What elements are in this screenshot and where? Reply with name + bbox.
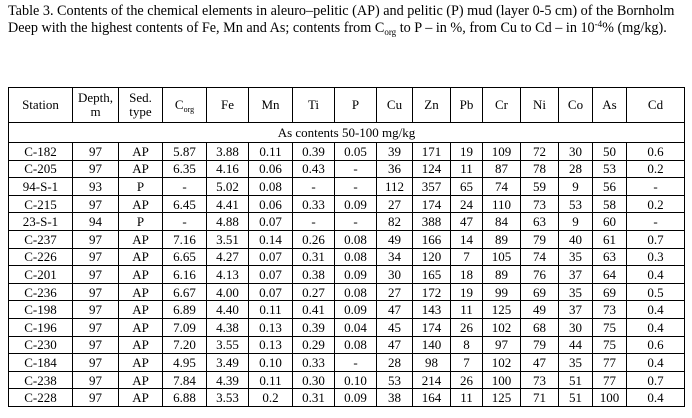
cell-cr: 125 (483, 301, 521, 319)
cell-ni: 73 (521, 371, 559, 389)
cell-as: 75 (593, 318, 627, 336)
table-row (9, 389, 685, 407)
cell-co: 53 (559, 195, 593, 213)
cell-as: 61 (593, 230, 627, 248)
cell-p: 0.09 (335, 195, 377, 213)
cell-as: 50 (593, 143, 627, 161)
header-p: P (335, 88, 377, 123)
cell-p: - (335, 178, 377, 196)
header-cu: Cu (377, 88, 413, 123)
cell-station: C-184 (9, 354, 73, 372)
cell-fe: 4.39 (207, 371, 249, 389)
cell-fe: 4.40 (207, 301, 249, 319)
cell-fe: 4.27 (207, 248, 249, 266)
cell-cr: 89 (483, 230, 521, 248)
header-co: Co (559, 88, 593, 123)
cell-as: 56 (593, 178, 627, 196)
header-as: As (593, 88, 627, 123)
cell-cu: 34 (377, 248, 413, 266)
cell-as: 60 (593, 213, 627, 231)
cell-co: 35 (559, 354, 593, 372)
cell-ti: 0.39 (293, 318, 335, 336)
cell-ti: 0.41 (293, 301, 335, 319)
cell-station: C-205 (9, 160, 73, 178)
cell-cu: 27 (377, 283, 413, 301)
cell-cu: 53 (377, 371, 413, 389)
header-ti: Ti (293, 88, 335, 123)
cell-p: 0.09 (335, 389, 377, 407)
cell-cd: 0.4 (627, 354, 685, 372)
table-row (9, 160, 685, 178)
cell-pb: 7 (451, 354, 483, 372)
cell-station: C-237 (9, 230, 73, 248)
cell-corg: - (163, 213, 207, 231)
cell-cr: 102 (483, 318, 521, 336)
caption-subscript-org: org (384, 27, 397, 37)
cell-zn: 164 (413, 389, 451, 407)
cell-p: 0.08 (335, 248, 377, 266)
cell-corg: 5.87 (163, 143, 207, 161)
cell-zn: 140 (413, 336, 451, 354)
cell-ti: 0.31 (293, 248, 335, 266)
table-row (9, 213, 685, 231)
cell-station: 23-S-1 (9, 213, 73, 231)
cell-p: 0.10 (335, 371, 377, 389)
cell-mn: 0.11 (249, 371, 293, 389)
header-cr: Cr (483, 88, 521, 123)
cell-cr: 84 (483, 213, 521, 231)
cell-ni: 49 (521, 301, 559, 319)
cell-cu: 47 (377, 336, 413, 354)
cell-pb: 18 (451, 266, 483, 284)
cell-depth: 97 (73, 230, 119, 248)
section-row (9, 123, 685, 143)
cell-fe: 4.41 (207, 195, 249, 213)
cell-station: C-236 (9, 283, 73, 301)
cell-mn: 0.13 (249, 336, 293, 354)
cell-cd: 0.6 (627, 143, 685, 161)
cell-mn: 0.07 (249, 248, 293, 266)
cell-ni: 59 (521, 178, 559, 196)
cell-mn: 0.07 (249, 266, 293, 284)
cell-co: 9 (559, 213, 593, 231)
cell-mn: 0.06 (249, 195, 293, 213)
cell-fe: 4.00 (207, 283, 249, 301)
cell-depth: 97 (73, 371, 119, 389)
cell-depth: 97 (73, 143, 119, 161)
cell-as: 73 (593, 301, 627, 319)
cell-mn: 0.08 (249, 178, 293, 196)
cell-ti: 0.31 (293, 389, 335, 407)
cell-corg: 6.45 (163, 195, 207, 213)
cell-pb: 24 (451, 195, 483, 213)
cell-pb: 14 (451, 230, 483, 248)
cell-p: - (335, 213, 377, 231)
cell-depth: 97 (73, 266, 119, 284)
cell-mn: 0.11 (249, 143, 293, 161)
header-sed-label: Sed. (129, 90, 152, 105)
cell-cr: 99 (483, 283, 521, 301)
cell-ti: 0.33 (293, 195, 335, 213)
cell-ni: 69 (521, 283, 559, 301)
cell-cd: - (627, 178, 685, 196)
cell-station: C-198 (9, 301, 73, 319)
cell-zn: 120 (413, 248, 451, 266)
cell-ni: 71 (521, 389, 559, 407)
cell-depth: 97 (73, 248, 119, 266)
cell-ni: 79 (521, 336, 559, 354)
header-zn: Zn (413, 88, 451, 123)
table-row (9, 266, 685, 284)
cell-sed-type: AP (119, 160, 163, 178)
cell-co: 30 (559, 318, 593, 336)
table-row (9, 336, 685, 354)
cell-corg: 4.95 (163, 354, 207, 372)
cell-p: 0.08 (335, 336, 377, 354)
cell-station: C-201 (9, 266, 73, 284)
cell-zn: 143 (413, 301, 451, 319)
cell-co: 35 (559, 283, 593, 301)
cell-ni: 47 (521, 354, 559, 372)
cell-sed-type: AP (119, 283, 163, 301)
table-header-row (9, 88, 685, 123)
cell-fe: 3.49 (207, 354, 249, 372)
cell-zn: 174 (413, 195, 451, 213)
cell-ti: 0.27 (293, 283, 335, 301)
cell-ni: 73 (521, 195, 559, 213)
cell-cd: 0.5 (627, 283, 685, 301)
table-row (9, 195, 685, 213)
cell-cu: 45 (377, 318, 413, 336)
cell-cd: 0.4 (627, 266, 685, 284)
cell-cd: 0.3 (627, 248, 685, 266)
cell-zn: 171 (413, 143, 451, 161)
cell-cu: 38 (377, 389, 413, 407)
header-corg-base: C (174, 97, 184, 112)
cell-p: 0.09 (335, 266, 377, 284)
header-fe: Fe (207, 88, 249, 123)
cell-zn: 172 (413, 283, 451, 301)
table-row (9, 371, 685, 389)
cell-ti: - (293, 178, 335, 196)
cell-zn: 357 (413, 178, 451, 196)
cell-cu: 30 (377, 266, 413, 284)
cell-cr: 74 (483, 178, 521, 196)
cell-corg: 6.88 (163, 389, 207, 407)
cell-cd: 0.4 (627, 318, 685, 336)
cell-cd: 0.4 (627, 301, 685, 319)
cell-co: 37 (559, 301, 593, 319)
cell-depth: 97 (73, 195, 119, 213)
cell-cd: 0.7 (627, 230, 685, 248)
cell-fe: 3.55 (207, 336, 249, 354)
cell-as: 63 (593, 248, 627, 266)
cell-ti: 0.29 (293, 336, 335, 354)
cell-ti: 0.26 (293, 230, 335, 248)
table-row (9, 318, 685, 336)
header-corg-sub: org (183, 105, 195, 114)
cell-station: C-182 (9, 143, 73, 161)
cell-cu: 112 (377, 178, 413, 196)
cell-fe: 3.53 (207, 389, 249, 407)
cell-corg: 7.20 (163, 336, 207, 354)
cell-pb: 7 (451, 248, 483, 266)
cell-mn: 0.2 (249, 389, 293, 407)
cell-cr: 102 (483, 354, 521, 372)
cell-depth: 97 (73, 301, 119, 319)
cell-p: - (335, 160, 377, 178)
cell-zn: 214 (413, 371, 451, 389)
cell-sed-type: AP (119, 143, 163, 161)
table-row (9, 301, 685, 319)
cell-cr: 89 (483, 266, 521, 284)
cell-station: C-226 (9, 248, 73, 266)
cell-station: C-196 (9, 318, 73, 336)
cell-sed-type: AP (119, 266, 163, 284)
cell-zn: 174 (413, 318, 451, 336)
caption-superscript: -4 (594, 19, 603, 29)
cell-zn: 98 (413, 354, 451, 372)
cell-fe: 4.38 (207, 318, 249, 336)
table-row (9, 248, 685, 266)
cell-fe: 4.88 (207, 213, 249, 231)
cell-sed-type: AP (119, 371, 163, 389)
header-depth (73, 88, 119, 123)
cell-zn: 166 (413, 230, 451, 248)
cell-p: 0.04 (335, 318, 377, 336)
cell-ti: 0.43 (293, 160, 335, 178)
cell-sed-type: AP (119, 318, 163, 336)
cell-cu: 47 (377, 301, 413, 319)
table-row (9, 283, 685, 301)
cell-co: 51 (559, 389, 593, 407)
cell-mn: 0.07 (249, 213, 293, 231)
cell-as: 77 (593, 371, 627, 389)
cell-co: 40 (559, 230, 593, 248)
cell-cr: 110 (483, 195, 521, 213)
cell-corg: 7.09 (163, 318, 207, 336)
cell-depth: 94 (73, 213, 119, 231)
header-depth-label: Depth, (77, 90, 114, 105)
cell-p: 0.05 (335, 143, 377, 161)
cell-mn: 0.07 (249, 283, 293, 301)
cell-cd: - (627, 213, 685, 231)
cell-ni: 74 (521, 248, 559, 266)
cell-ni: 68 (521, 318, 559, 336)
cell-ni: 76 (521, 266, 559, 284)
cell-station: C-230 (9, 336, 73, 354)
cell-cu: 49 (377, 230, 413, 248)
cell-cu: 27 (377, 195, 413, 213)
cell-co: 44 (559, 336, 593, 354)
cell-ni: 72 (521, 143, 559, 161)
cell-mn: 0.11 (249, 301, 293, 319)
cell-co: 9 (559, 178, 593, 196)
cell-ti: 0.30 (293, 371, 335, 389)
cell-corg: 6.89 (163, 301, 207, 319)
cell-mn: 0.13 (249, 318, 293, 336)
header-sed-type-label: type (129, 104, 152, 119)
cell-as: 58 (593, 195, 627, 213)
cell-pb: 47 (451, 213, 483, 231)
cell-sed-type: AP (119, 195, 163, 213)
cell-corg: 6.67 (163, 283, 207, 301)
cell-corg: - (163, 178, 207, 196)
cell-as: 64 (593, 266, 627, 284)
header-corg (163, 88, 207, 123)
cell-fe: 4.13 (207, 266, 249, 284)
cell-ni: 79 (521, 230, 559, 248)
header-station: Station (9, 88, 73, 123)
cell-corg: 6.35 (163, 160, 207, 178)
table-caption (8, 3, 684, 37)
cell-cd: 0.4 (627, 389, 685, 407)
cell-co: 28 (559, 160, 593, 178)
cell-cd: 0.2 (627, 160, 685, 178)
cell-depth: 97 (73, 160, 119, 178)
header-sed-type (119, 88, 163, 123)
table-row (9, 354, 685, 372)
cell-zn: 165 (413, 266, 451, 284)
cell-zn: 124 (413, 160, 451, 178)
cell-cd: 0.2 (627, 195, 685, 213)
cell-pb: 65 (451, 178, 483, 196)
cell-cr: 105 (483, 248, 521, 266)
cell-co: 51 (559, 371, 593, 389)
cell-fe: 3.51 (207, 230, 249, 248)
cell-station: C-238 (9, 371, 73, 389)
cell-fe: 3.88 (207, 143, 249, 161)
chemical-elements-table (8, 87, 685, 407)
caption-text-2: to P – in %, from Cu to Cd – in 10 (396, 20, 595, 36)
cell-depth: 97 (73, 283, 119, 301)
header-mn: Mn (249, 88, 293, 123)
cell-sed-type: AP (119, 389, 163, 407)
cell-p: 0.08 (335, 230, 377, 248)
cell-corg: 6.65 (163, 248, 207, 266)
cell-ni: 78 (521, 160, 559, 178)
cell-station: 94-S-1 (9, 178, 73, 196)
cell-p: - (335, 354, 377, 372)
cell-corg: 7.16 (163, 230, 207, 248)
cell-cd: 0.6 (627, 336, 685, 354)
cell-depth: 97 (73, 336, 119, 354)
cell-ti: - (293, 213, 335, 231)
cell-pb: 19 (451, 143, 483, 161)
cell-ti: 0.33 (293, 354, 335, 372)
cell-ni: 63 (521, 213, 559, 231)
cell-pb: 8 (451, 336, 483, 354)
cell-cu: 28 (377, 354, 413, 372)
cell-cu: 82 (377, 213, 413, 231)
cell-cd: 0.7 (627, 371, 685, 389)
cell-sed-type: AP (119, 301, 163, 319)
cell-depth: 97 (73, 389, 119, 407)
cell-cr: 109 (483, 143, 521, 161)
table-row (9, 230, 685, 248)
cell-cr: 87 (483, 160, 521, 178)
cell-ti: 0.38 (293, 266, 335, 284)
cell-zn: 388 (413, 213, 451, 231)
cell-pb: 26 (451, 318, 483, 336)
cell-sed-type: AP (119, 336, 163, 354)
cell-corg: 6.16 (163, 266, 207, 284)
cell-as: 75 (593, 336, 627, 354)
cell-depth: 97 (73, 354, 119, 372)
cell-as: 100 (593, 389, 627, 407)
cell-co: 37 (559, 266, 593, 284)
cell-fe: 4.16 (207, 160, 249, 178)
cell-pb: 11 (451, 301, 483, 319)
cell-p: 0.09 (335, 301, 377, 319)
cell-sed-type: AP (119, 354, 163, 372)
cell-sed-type: P (119, 178, 163, 196)
cell-ti: 0.39 (293, 143, 335, 161)
cell-cu: 36 (377, 160, 413, 178)
cell-pb: 11 (451, 389, 483, 407)
table-body (9, 143, 685, 407)
caption-text-3: % (mg/kg). (602, 20, 667, 36)
cell-cr: 100 (483, 371, 521, 389)
header-cd: Cd (627, 88, 685, 123)
cell-sed-type: AP (119, 248, 163, 266)
cell-mn: 0.10 (249, 354, 293, 372)
cell-cr: 125 (483, 389, 521, 407)
cell-corg: 7.84 (163, 371, 207, 389)
caption-text-1: Table 3. Contents of the chemical elements in aleuro–pelitic (AP) and pelitic (P) mud (layer 0-5 cm) of the Bornholm Deep with the highest contents of Fe, Mn and As; contents from C (8, 3, 675, 36)
cell-as: 69 (593, 283, 627, 301)
cell-fe: 5.02 (207, 178, 249, 196)
cell-as: 77 (593, 354, 627, 372)
section-label: As contents 50-100 mg/kg (9, 123, 685, 143)
cell-pb: 11 (451, 160, 483, 178)
table-row (9, 143, 685, 161)
cell-co: 30 (559, 143, 593, 161)
cell-co: 35 (559, 248, 593, 266)
cell-pb: 26 (451, 371, 483, 389)
header-pb: Pb (451, 88, 483, 123)
cell-station: C-215 (9, 195, 73, 213)
cell-station: C-228 (9, 389, 73, 407)
table-row (9, 178, 685, 196)
cell-mn: 0.14 (249, 230, 293, 248)
cell-sed-type: AP (119, 230, 163, 248)
cell-sed-type: P (119, 213, 163, 231)
header-depth-unit: m (90, 104, 101, 119)
cell-depth: 97 (73, 318, 119, 336)
header-ni: Ni (521, 88, 559, 123)
cell-p: 0.08 (335, 283, 377, 301)
cell-pb: 19 (451, 283, 483, 301)
cell-mn: 0.06 (249, 160, 293, 178)
cell-as: 53 (593, 160, 627, 178)
cell-cu: 39 (377, 143, 413, 161)
cell-cr: 97 (483, 336, 521, 354)
cell-depth: 93 (73, 178, 119, 196)
